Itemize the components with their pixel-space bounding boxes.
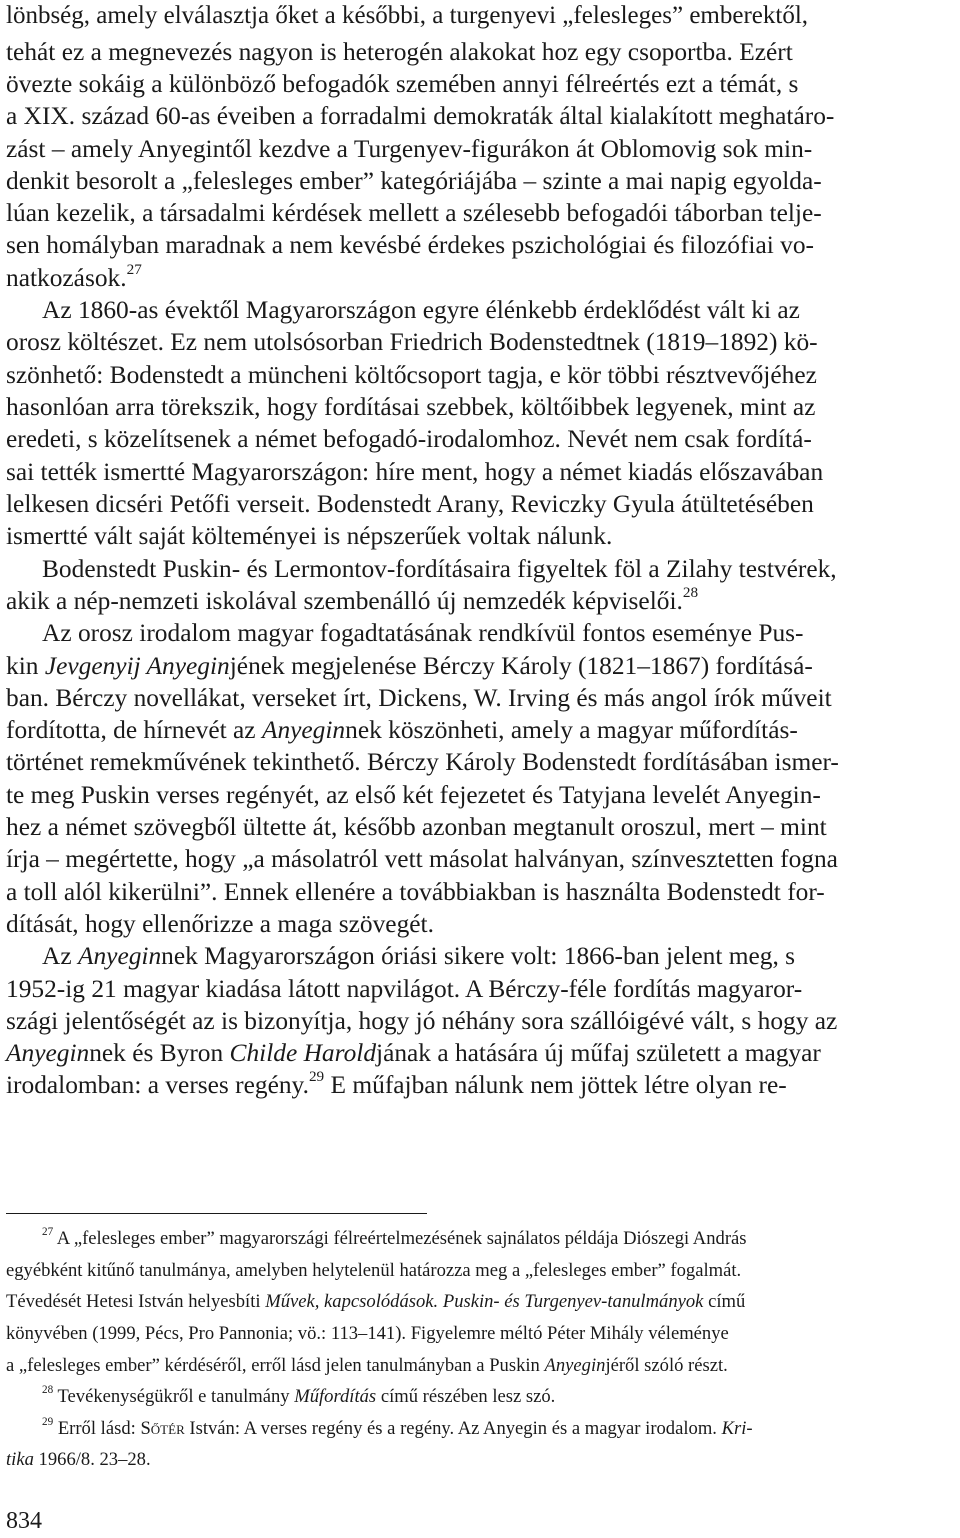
footnote-line: tika 1966/8. 23–28. [6,1449,151,1470]
work-title: Jevgenyij Anyegin [44,652,230,680]
body-line: akik a nép-nemzeti iskolával szembenálló új nemzedék képviselői.$^{28}$ [6,584,699,615]
body-line: a XIX. század 60-as éveiben a forradalmi demokraták által kialakított meghatáro- [6,102,835,130]
body-line: denkit besorolt a „felesleges ember” kategóriájába – szinte a mai napig egyolda- [6,167,822,195]
body-line: szági jelentőségét az is bizonyítja, hogy jó néhány sora szállóigévé vált, s hogy az [6,1007,838,1035]
paragraph-start: Bodenstedt Puskin- és Lermontov-fordításaira figyeltek föl a Zilahy testvérek, [42,555,837,583]
body-line: írja – megértette, hogy „a másolatról vett másolat halványan, színvesztetten fogna [6,845,838,873]
body-line: ismertté vált saját költeményei is népszerűek voltak nálunk. [6,522,613,550]
body-line: lúan kezelik, a társadalmi kérdések mellett a szélesebb befogadói táborban telje- [6,199,822,227]
body-line: Anyeginnek és Byron Childe Haroldjának a hatására új műfaj született a magyar [6,1039,821,1067]
work-title: Childe Harold [229,1039,377,1067]
work-title: Anyegin [77,942,162,970]
paragraph-start: Az 1860-as évektől Magyarországon egyre élénkebb érdeklődést vált ki az [42,296,800,324]
body-line: irodalomban: a verses regény.$^{29}$ E műfajban nálunk nem jöttek létre olyan re- [6,1068,787,1099]
footnote-29: $^{29}$ Erről lásd: Sőtér István: A verses regény és a regény. Az Anyegin és a magyar irodalom. Kri- [42,1416,753,1439]
body-line: lönbség, amely elválasztja őket a későbbi, a turgenyevi „felesleges” emberektől, [6,2,809,29]
footnote-ref-29[interactable]: 29 [308,1068,325,1086]
paragraph-start: Az orosz irodalom magyar fogadtatásának rendkívül fontos eseménye Pus- [42,619,804,647]
body-line: történet remekművének tekinthető. Bérczy Károly Bodenstedt fordításában ismer- [6,748,839,776]
footnote-ref-27[interactable]: 27 [126,261,142,279]
footnote-line: Tévedését Hetesi István helyesbíti Művek, kapcsolódások. Puskin- és Turgenyev-tanulmányok című [6,1291,746,1312]
footnote-line: egyébként kitűnő tanulmánya, amelyben helytelenül határozza meg a „felesleges ember” fogalmát. [6,1260,742,1281]
body-line: sai tették ismertté Magyarországon: híre ment, hogy a német kiadás előszavában [6,458,824,486]
footnote-28: $^{28}$ Tevékenységükről e tanulmány Műfordítás című részében lesz szó. [42,1384,556,1407]
paragraph-start: Az Anyeginnek Magyarországon óriási sikere volt: 1866-ban jelent meg, s [42,942,796,970]
body-line: hasonlóan arra törekszik, hogy fordításai szebbek, költőibbek legyenek, mint az [6,393,816,421]
body-line: natkozások.$^{27}$ [6,261,142,292]
page-number: 834 [6,1508,42,1534]
body-line: szönhető: Bodenstedt a müncheni költőcsoport tagja, e kör többi résztvevőjéhez [6,361,817,389]
body-line: zást – amely Anyegintől kezdve a Turgenyev-figurákon át Oblomovig sok min- [6,135,813,163]
body-line: hez a német szövegből ültette át, később azonban megtanult oroszul, mert – mint [6,813,827,841]
body-line: eredeti, s közelítsenek a német befogadó-irodalomhoz. Nevét nem csak fordítá- [6,425,812,453]
body-line: tehát ez a megnevezés nagyon is heterogén alakokat hoz egy csoportba. Ezért [6,38,793,66]
body-line: orosz költészet. Ez nem utolsósorban Friedrich Bodenstedtnek (1819–1892) kö- [6,328,818,356]
body-line: övezte sokáig a különböző befogadók szemében annyi félreértés ezt a témát, s [6,70,799,98]
footnote-line: könyvében (1999, Pécs, Pro Pannonia; vö.: 113–141). Figyelemre méltó Péter Mihály véleménye [6,1323,729,1344]
body-line: kin Jevgenyij Anyeginjének megjelenése Bérczy Károly (1821–1867) fordításá- [6,652,813,680]
body-line: lelkesen dicséri Petőfi verseit. Bodenstedt Arany, Reviczky Gyula átültetésében [6,490,814,518]
body-line: sen homályban maradnak a nem kevésbé érdekes pszichológiai és filozófiai vo- [6,231,814,259]
body-line: a toll alól kikerülni”. Ennek ellenére a továbbiakban is használta Bodenstedt for- [6,878,825,906]
work-title: Anyegin [261,716,346,744]
footnote-27: $^{27}$ A „felesleges ember” magyarországi félreértelmezésének sajnálatos példája Diószegi András [42,1226,747,1249]
work-title: Anyegin [6,1039,90,1067]
footnote-line: a „felesleges ember” kérdéséről, erről lásd jelen tanulmányban a Puskin Anyeginjéről szóló részt. [6,1355,728,1376]
body-line: 1952-ig 21 magyar kiadása látott napvilágot. A Bérczy-féle fordítás magyaror- [6,975,803,1003]
body-line: fordította, de hírnevét az Anyeginnek köszönheti, amely a magyar műfordítás- [6,716,798,744]
footnote-ref-28[interactable]: 28 [682,584,699,602]
body-line: ban. Bérczy novellákat, verseket írt, Dickens, W. Irving és más angol írók műveit [6,684,832,712]
footnote-separator [6,1213,427,1214]
body-line: te meg Puskin verses regényét, az első két fejezetet és Tatyjana levelét Anyegin- [6,781,821,809]
body-line: dítását, hogy ellenőrizze a maga szövegét. [6,910,434,938]
